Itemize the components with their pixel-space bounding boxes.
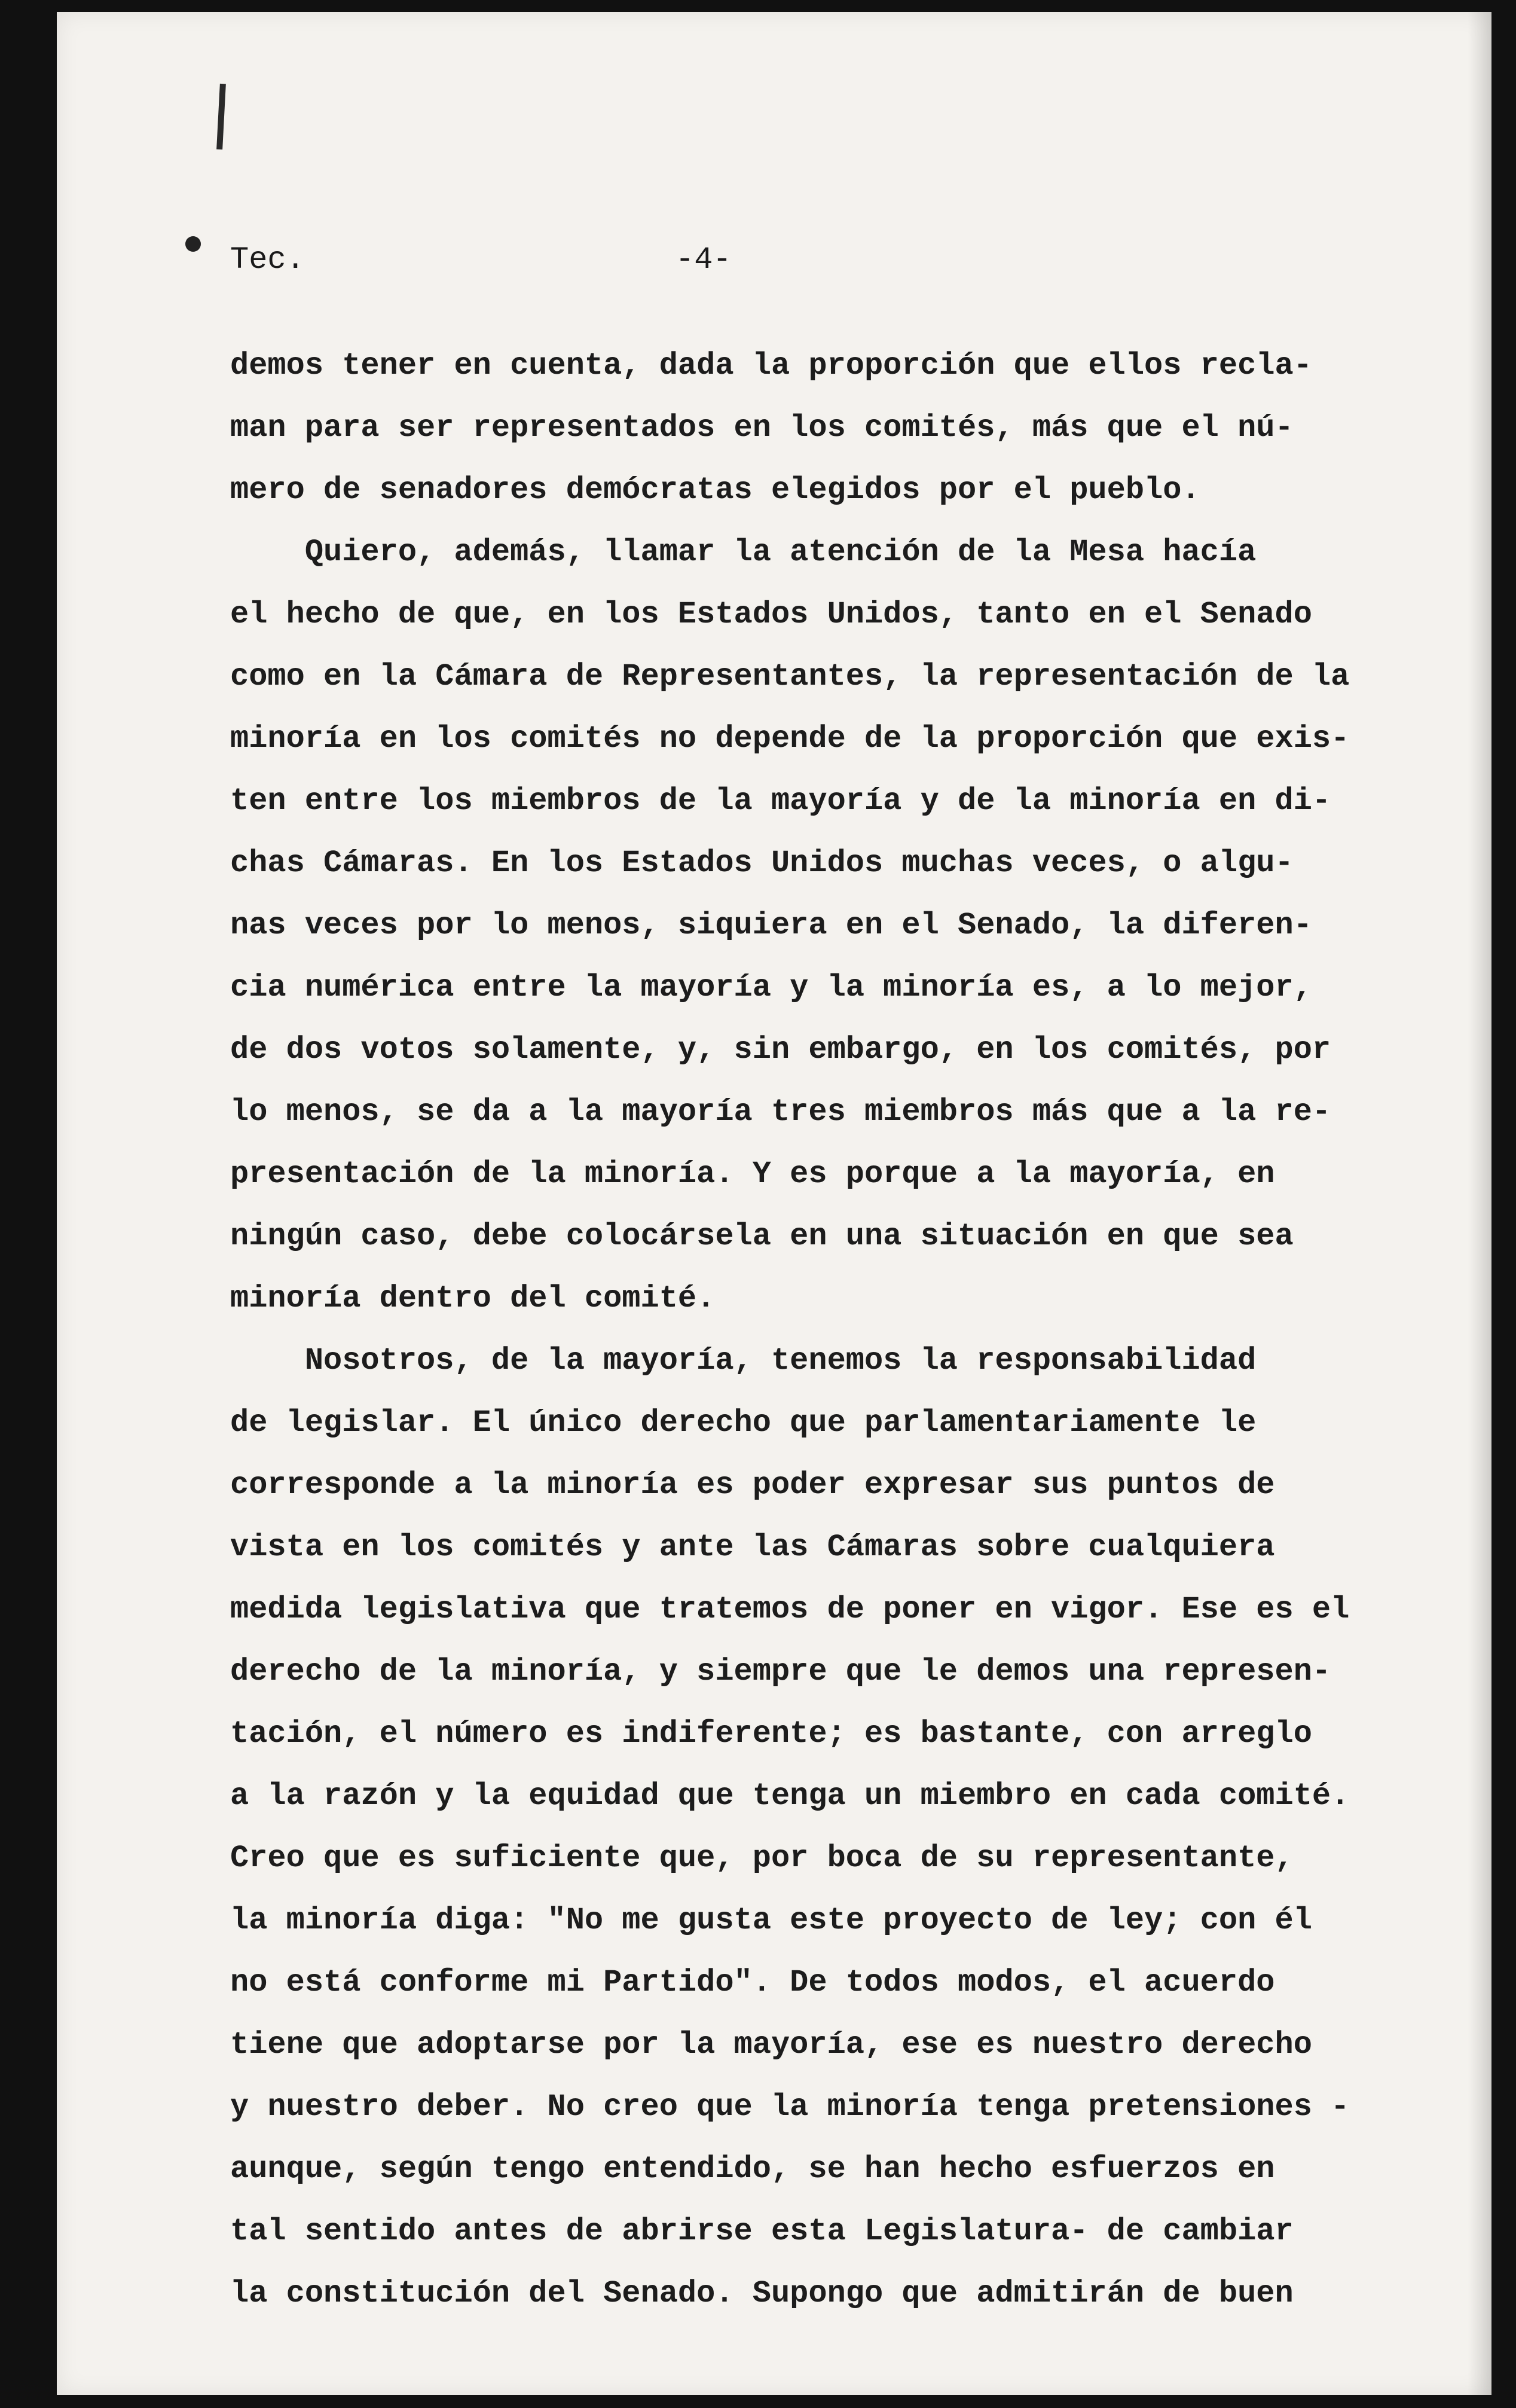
text-line: la constitución del Senado. Supongo que admitirán de buen xyxy=(230,2276,1294,2311)
text-line: minoría en los comités no depende de la proporción que exis- xyxy=(230,721,1350,756)
text-line: no está conforme mi Partido". De todos modos, el acuerdo xyxy=(230,1965,1275,2000)
text-line: tación, el número es indiferente; es bastante, con arreglo xyxy=(230,1716,1312,1751)
text-line: de dos votos solamente, y, sin embargo, en los comités, por xyxy=(230,1032,1331,1067)
text-line: corresponde a la minoría es poder expresar sus puntos de xyxy=(230,1467,1275,1503)
page-edge-shadow xyxy=(1468,12,1491,2395)
text-line: la minoría diga: "No me gusta este proyecto de ley; con él xyxy=(230,1903,1312,1938)
text-line: como en la Cámara de Representantes, la representación de la xyxy=(230,659,1350,694)
text-line: de legislar. El único derecho que parlamentariamente le xyxy=(230,1405,1257,1440)
body-text xyxy=(230,335,1420,2325)
text-line: Quiero, además, llamar la atención de la Mesa hacía xyxy=(230,535,1257,570)
text-line: mero de senadores demócratas elegidos por el pueblo. xyxy=(230,472,1200,508)
text-line: man para ser representados en los comités, más que el nú- xyxy=(230,410,1294,445)
text-line: ningún caso, debe colocársela en una situación en que sea xyxy=(230,1219,1294,1254)
text-line: Nosotros, de la mayoría, tenemos la responsabilidad xyxy=(230,1343,1257,1378)
text-line: minoría dentro del comité. xyxy=(230,1281,716,1316)
text-line: nas veces por lo menos, siquiera en el Senado, la diferen- xyxy=(230,908,1312,943)
text-line: Creo que es suficiente que, por boca de su representante, xyxy=(230,1841,1294,1876)
text-line: vista en los comités y ante las Cámaras sobre cualquiera xyxy=(230,1530,1275,1565)
text-line: ten entre los miembros de la mayoría y de la minoría en di- xyxy=(230,783,1331,819)
ink-dot xyxy=(185,236,201,252)
text-line: y nuestro deber. No creo que la minoría tenga pretensiones - xyxy=(230,2089,1350,2125)
text-line: lo menos, se da a la mayoría tres miembros más que a la re- xyxy=(230,1094,1331,1130)
text-line: presentación de la minoría. Y es porque a la mayoría, en xyxy=(230,1156,1275,1192)
text-line: tal sentido antes de abrirse esta Legislatura- de cambiar xyxy=(230,2214,1294,2249)
header-label: Tec. xyxy=(230,242,305,277)
text-line: demos tener en cuenta, dada la proporción que ellos recla- xyxy=(230,348,1312,383)
page-header xyxy=(230,242,1246,284)
page-number: -4- xyxy=(676,242,732,277)
text-line: medida legislativa que tratemos de poner en vigor. Ese es el xyxy=(230,1592,1350,1627)
text-line: el hecho de que, en los Estados Unidos, tanto en el Senado xyxy=(230,597,1312,632)
text-line: tiene que adoptarse por la mayoría, ese es nuestro derecho xyxy=(230,2027,1312,2062)
text-line: cia numérica entre la mayoría y la minoría es, a lo mejor, xyxy=(230,970,1312,1005)
text-line: a la razón y la equidad que tenga un miembro en cada comité. xyxy=(230,1778,1350,1814)
text-line: derecho de la minoría, y siempre que le demos una represen- xyxy=(230,1654,1331,1689)
text-line: aunque, según tengo entendido, se han hecho esfuerzos en xyxy=(230,2151,1275,2187)
text-line: chas Cámaras. En los Estados Unidos muchas veces, o algu- xyxy=(230,846,1294,881)
